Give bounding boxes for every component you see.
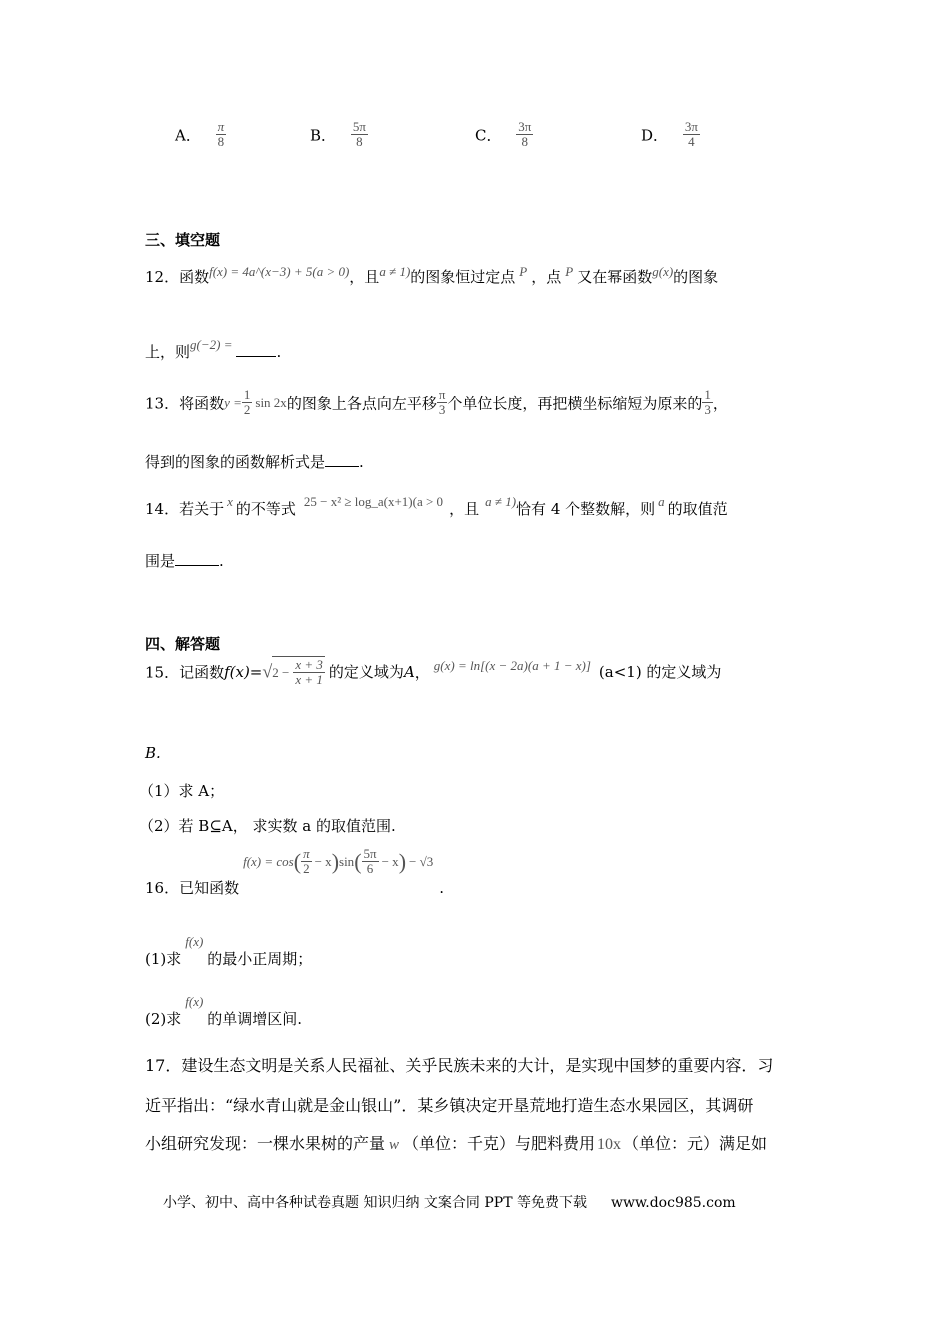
answer-blank[interactable]	[236, 342, 276, 357]
fraction: $\frac{\pi}{3}$	[438, 387, 446, 418]
footer-url[interactable]: www.doc985.com	[610, 1195, 736, 1211]
answer-blank[interactable]	[175, 551, 219, 566]
question-15-part-1: （1）求 A；	[139, 782, 225, 800]
math-expr: a ≠ 1)	[485, 494, 517, 509]
question-12-line-1: 12．函数f(x) = 4a^(x−3) + 5(a > 0)，且a ≠ 1)的图象恒过定点 P ，点 P 又在幂函数g(x)的图象	[145, 264, 719, 286]
question-15-line-2: B.	[145, 744, 161, 762]
section-heading-solutions: 四、解答题	[145, 635, 221, 653]
q11-option-a	[175, 120, 226, 150]
answer-blank[interactable]	[325, 452, 359, 467]
question-16-part-1: (1)求f(x)的最小正周期；	[145, 934, 313, 968]
option-label: C．	[475, 126, 502, 145]
question-12-line-2: 上，则g(−2) = .	[145, 337, 282, 361]
q11-option-b	[310, 120, 368, 150]
question-17-line-3: 小组研究发现：一棵水果树的产量 w （单位：千克）与肥料费用 10x （单位：元）满足如	[145, 1134, 768, 1153]
question-16-part-2: (2)求f(x)的单调增区间.	[145, 994, 303, 1028]
math-expr: f(x) = 4a^(x−3) + 5(a > 0)	[209, 264, 350, 279]
fraction: $\frac{1}{2}$	[243, 387, 251, 418]
question-14-line-2: 围是 .	[145, 552, 224, 570]
option-label: B．	[310, 126, 337, 145]
question-16-line-1: 16．已知函数f(x) = cos( $\frac{\pi}{2}$ − x)sin( $\frac{5\pi}{6}$ − x) − √3.	[145, 846, 445, 897]
question-17-line-2: 近平指出：“绿水青山就是金山银山”．某乡镇决定开垦荒地打造生态水果园区，其调研	[145, 1096, 754, 1115]
sqrt-expr: √	[262, 661, 273, 682]
fraction: $\frac{3\pi}{4}$	[684, 119, 698, 150]
question-14-line-1: 14．若关于 x 的不等式 25 − x² ≥ log_a(x+1)(a > 0 ，且 a ≠ 1)恰有 4 个整数解，则 a 的取值范	[145, 494, 728, 518]
math-expr: g(x) = ln[(x − 2a)(a + 1 − x)]	[433, 657, 591, 673]
question-15-part-2: （2）若 B⊆A， 求实数 a 的取值范围.	[139, 817, 396, 835]
fraction: $\frac{5\pi}{6}$	[363, 846, 377, 877]
math-expr: g(x)	[652, 264, 674, 279]
question-13-line-2: 得到的图象的函数解析式是 .	[145, 453, 364, 471]
fraction: $\frac{\pi}{2}$	[303, 846, 310, 877]
question-17-line-1: 17．建设生态文明是关系人民福祉、关乎民族未来的大计，是实现中国梦的重要内容．习	[145, 1056, 774, 1075]
fraction: $\frac{3\pi}{8}$	[518, 119, 532, 150]
question-13-line-1: 13．将函数y = $\frac{1}{2}$ sin 2x的图象上各点向左平移 $\frac{\pi}{3}$ 个单位长度，再把横坐标缩短为原来的 $\frac{1}{3}$ ，	[145, 387, 728, 418]
footer-text: 小学、初中、高中各种试卷真题 知识归纳 文案合同 PPT 等免费下载	[163, 1195, 587, 1211]
option-label: D．	[641, 126, 669, 145]
q11-option-c	[475, 120, 533, 150]
fraction: $\frac{5\pi}{8}$	[352, 119, 366, 150]
page-footer	[163, 1192, 736, 1212]
fraction: $\frac{1}{3}$	[704, 387, 711, 418]
math-expr: f(x) = cos( $\frac{\pi}{2}$ − x)sin( $\frac{5\pi}{6}$ − x) − √3	[243, 846, 434, 877]
fraction: $\frac{x + 3}{x + 1}$	[295, 657, 323, 688]
math-expr: g(−2) =	[190, 337, 233, 352]
q11-option-d	[641, 120, 700, 150]
math-expr: 25 − x² ≥ log_a(x+1)(a > 0	[303, 494, 444, 509]
math-expr: a ≠ 1)	[379, 264, 411, 279]
fraction: $\frac{\pi}{8}$	[217, 119, 225, 150]
option-label: A．	[175, 126, 201, 145]
question-15-line-1: 15．记函数f(x)=√2 − $\frac{x + 3}{x + 1}$ 的定义域为A， g(x) = ln[(x − 2a)(a + 1 − x)] (a<1) 的定义域为	[145, 657, 722, 688]
section-heading-fill-in: 三、填空题	[145, 231, 221, 249]
